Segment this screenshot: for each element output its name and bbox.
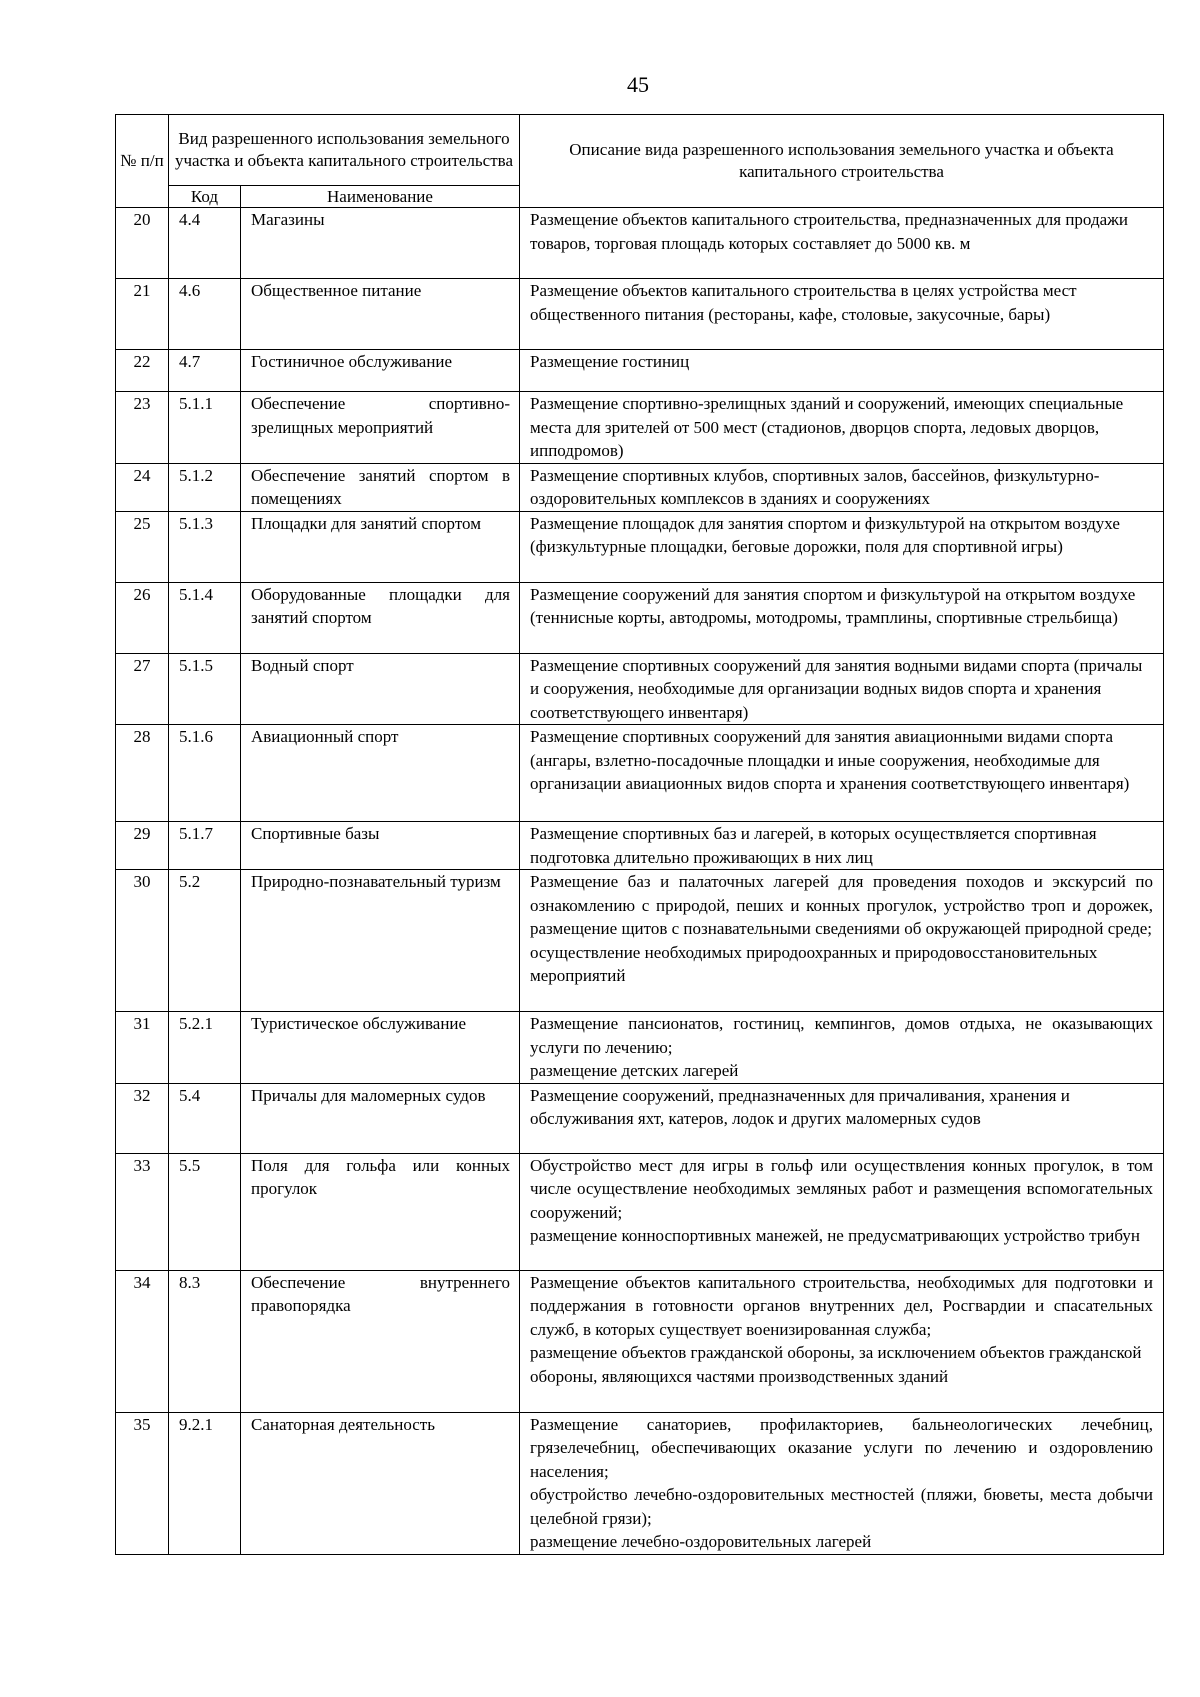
description-paragraph: размещение детских лагерей xyxy=(530,1061,739,1080)
row-name: Санаторная деятельность xyxy=(241,1412,520,1554)
row-name: Спортивные базы xyxy=(241,822,520,870)
header-description: Описание вида разрешенного использования земельного участка и объекта капитального строительства xyxy=(520,115,1164,208)
row-description xyxy=(520,725,1164,822)
row-name: Обеспечение внутреннего правопорядка xyxy=(241,1270,520,1412)
row-code: 5.1.4 xyxy=(169,582,241,653)
row-name: Обеспечение спортивно-зрелищных мероприятий xyxy=(241,392,520,464)
row-number: 29 xyxy=(116,822,169,870)
description-paragraph: Размещение объектов капитального строительства, предназначенных для продажи товаров, торговая площадь которых составляет до 5000 кв. м xyxy=(530,210,1128,253)
table-row xyxy=(116,392,1164,464)
row-number: 26 xyxy=(116,582,169,653)
description-paragraph: Размещение объектов капитального строительства в целях устройства мест общественного питания (рестораны, кафе, столовые, закусочные, бары) xyxy=(530,281,1077,324)
row-description xyxy=(520,822,1164,870)
row-description xyxy=(520,350,1164,392)
description-paragraph: Размещение объектов капитального строительства, необходимых для подготовки и поддержания в готовности органов внутренних дел, Росгвардии и спасательных служб, в которых существует военизированная служба; xyxy=(530,1272,1153,1339)
table-body xyxy=(116,208,1164,1555)
row-description xyxy=(520,582,1164,653)
row-code: 4.6 xyxy=(169,279,241,350)
row-description xyxy=(520,653,1164,725)
row-code: 5.2.1 xyxy=(169,1012,241,1084)
row-number: 28 xyxy=(116,725,169,822)
description-paragraph: Размещение санаториев, профилакториев, бальнеологических лечебниц, грязелечебниц, обеспечивающих оказание услуги по лечению и оздоровлению населения; xyxy=(530,1414,1153,1481)
row-name: Обеспечение занятий спортом в помещениях xyxy=(241,463,520,511)
table-row xyxy=(116,1083,1164,1153)
row-number: 22 xyxy=(116,350,169,392)
row-code: 4.4 xyxy=(169,208,241,279)
row-name: Гостиничное обслуживание xyxy=(241,350,520,392)
row-number: 27 xyxy=(116,653,169,725)
description-paragraph: Размещение пансионатов, гостиниц, кемпингов, домов отдыха, не оказывающих услуги по лечению; xyxy=(530,1014,1153,1057)
description-paragraph: Размещение спортивных клубов, спортивных залов, бассейнов, физкультурно-оздоровительных комплексов в зданиях и сооружениях xyxy=(530,465,1100,508)
row-code: 5.1.3 xyxy=(169,511,241,582)
page-number: 45 xyxy=(627,72,649,97)
row-description xyxy=(520,1412,1164,1554)
table-row xyxy=(116,350,1164,392)
row-description xyxy=(520,392,1164,464)
row-name: Магазины xyxy=(241,208,520,279)
row-name: Поля для гольфа или конных прогулок xyxy=(241,1153,520,1270)
table-row xyxy=(116,582,1164,653)
description-paragraph: Размещение спортивных сооружений для занятия водными видами спорта (причалы и сооружения, необходимые для организации водных видов спорта и хранения соответствующего инвентаря) xyxy=(530,655,1143,722)
row-description xyxy=(520,208,1164,279)
description-paragraph: обустройство лечебно-оздоровительных местностей (пляжи, бюветы, места добычи целебной грязи); xyxy=(530,1485,1153,1528)
row-code: 5.5 xyxy=(169,1153,241,1270)
row-name: Площадки для занятий спортом xyxy=(241,511,520,582)
table-row xyxy=(116,1412,1164,1554)
row-description xyxy=(520,511,1164,582)
row-code: 5.2 xyxy=(169,870,241,1012)
row-code: 5.1.5 xyxy=(169,653,241,725)
table-row xyxy=(116,725,1164,822)
row-code: 5.1.2 xyxy=(169,463,241,511)
row-number: 25 xyxy=(116,511,169,582)
row-code: 5.4 xyxy=(169,1083,241,1153)
description-paragraph: Размещение площадок для занятия спортом и физкультурой на открытом воздухе (физкультурные площадки, беговые дорожки, поля для спортивной игры) xyxy=(530,513,1120,556)
description-paragraph: Размещение спортивно-зрелищных зданий и сооружений, имеющих специальные места для зрителей от 500 мест (стадионов, дворцов спорта, ледовых дворцов, ипподромов) xyxy=(530,394,1124,460)
row-description xyxy=(520,1153,1164,1270)
table-row xyxy=(116,279,1164,350)
row-description xyxy=(520,870,1164,1012)
row-number: 34 xyxy=(116,1270,169,1412)
header-code: Код xyxy=(169,186,241,208)
row-description xyxy=(520,1083,1164,1153)
description-paragraph: Размещение сооружений, предназначенных для причаливания, хранения и обслуживания яхт, катеров, лодок и других маломерных судов xyxy=(530,1085,1070,1128)
description-paragraph: Размещение спортивных баз и лагерей, в которых осуществляется спортивная подготовка длительно проживающих в них лиц xyxy=(530,824,1097,867)
description-paragraph: размещение объектов гражданской обороны, за исключением объектов гражданской обороны, являющихся частями производственных зданий xyxy=(530,1343,1142,1386)
row-number: 23 xyxy=(116,392,169,464)
row-code: 9.2.1 xyxy=(169,1412,241,1554)
table-row xyxy=(116,511,1164,582)
description-paragraph: Обустройство мест для игры в гольф или осуществления конных прогулок, в том числе осуществление необходимых земляных работ и размещения вспомогательных сооружений; xyxy=(530,1155,1153,1222)
table-row xyxy=(116,1153,1164,1270)
row-description xyxy=(520,463,1164,511)
description-paragraph: размещение конноспортивных манежей, не предусматривающих устройство трибун xyxy=(530,1226,1140,1245)
row-description xyxy=(520,1270,1164,1412)
row-code: 5.1.6 xyxy=(169,725,241,822)
row-name: Авиационный спорт xyxy=(241,725,520,822)
row-name: Оборудованные площадки для занятий спортом xyxy=(241,582,520,653)
table-row xyxy=(116,870,1164,1012)
table-row xyxy=(116,653,1164,725)
row-number: 32 xyxy=(116,1083,169,1153)
row-name: Причалы для маломерных судов xyxy=(241,1083,520,1153)
row-name: Природно-познавательный туризм xyxy=(241,870,520,1012)
row-name: Туристическое обслуживание xyxy=(241,1012,520,1084)
row-description xyxy=(520,279,1164,350)
row-code: 5.1.7 xyxy=(169,822,241,870)
row-code: 4.7 xyxy=(169,350,241,392)
row-description xyxy=(520,1012,1164,1084)
table-row xyxy=(116,463,1164,511)
table-row xyxy=(116,822,1164,870)
land-use-table xyxy=(115,114,1164,1555)
description-paragraph: Размещение спортивных сооружений для занятия авиационными видами спорта (ангары, взлетно-посадочные площадки и иные сооружения, необходимые для организации авиационных видов спорта и хранения соответствующего инвентаря) xyxy=(530,727,1130,793)
table-row xyxy=(116,1012,1164,1084)
row-number: 31 xyxy=(116,1012,169,1084)
header-name: Наименование xyxy=(241,186,520,208)
table-row xyxy=(116,1270,1164,1412)
description-paragraph: Размещение гостиниц xyxy=(530,352,690,371)
table-row xyxy=(116,208,1164,279)
description-paragraph: Размещение баз и палаточных лагерей для проведения походов и экскурсий по ознакомлению с природой, пеших и конных прогулок, устройство троп и дорожек, размещение щитов с познавательными сведениями об окружающей природной среде; xyxy=(530,872,1153,938)
row-code: 8.3 xyxy=(169,1270,241,1412)
row-number: 24 xyxy=(116,463,169,511)
row-name: Общественное питание xyxy=(241,279,520,350)
description-paragraph: осуществление необходимых природоохранных и природовосстановительных мероприятий xyxy=(530,942,1098,985)
row-number: 21 xyxy=(116,279,169,350)
description-paragraph: Размещение сооружений для занятия спортом и физкультурой на открытом воздухе (теннисные корты, автодромы, мотодромы, трамплины, спортивные стрельбища) xyxy=(530,584,1136,627)
row-name: Водный спорт xyxy=(241,653,520,725)
header-num: № п/п xyxy=(116,115,169,208)
header-group: Вид разрешенного использования земельного участка и объекта капитального строительства xyxy=(169,115,520,186)
row-number: 20 xyxy=(116,208,169,279)
row-number: 35 xyxy=(116,1412,169,1554)
table-header xyxy=(116,115,1164,208)
row-number: 33 xyxy=(116,1153,169,1270)
description-paragraph: размещение лечебно-оздоровительных лагерей xyxy=(530,1532,872,1551)
row-number: 30 xyxy=(116,870,169,1012)
row-code: 5.1.1 xyxy=(169,392,241,464)
